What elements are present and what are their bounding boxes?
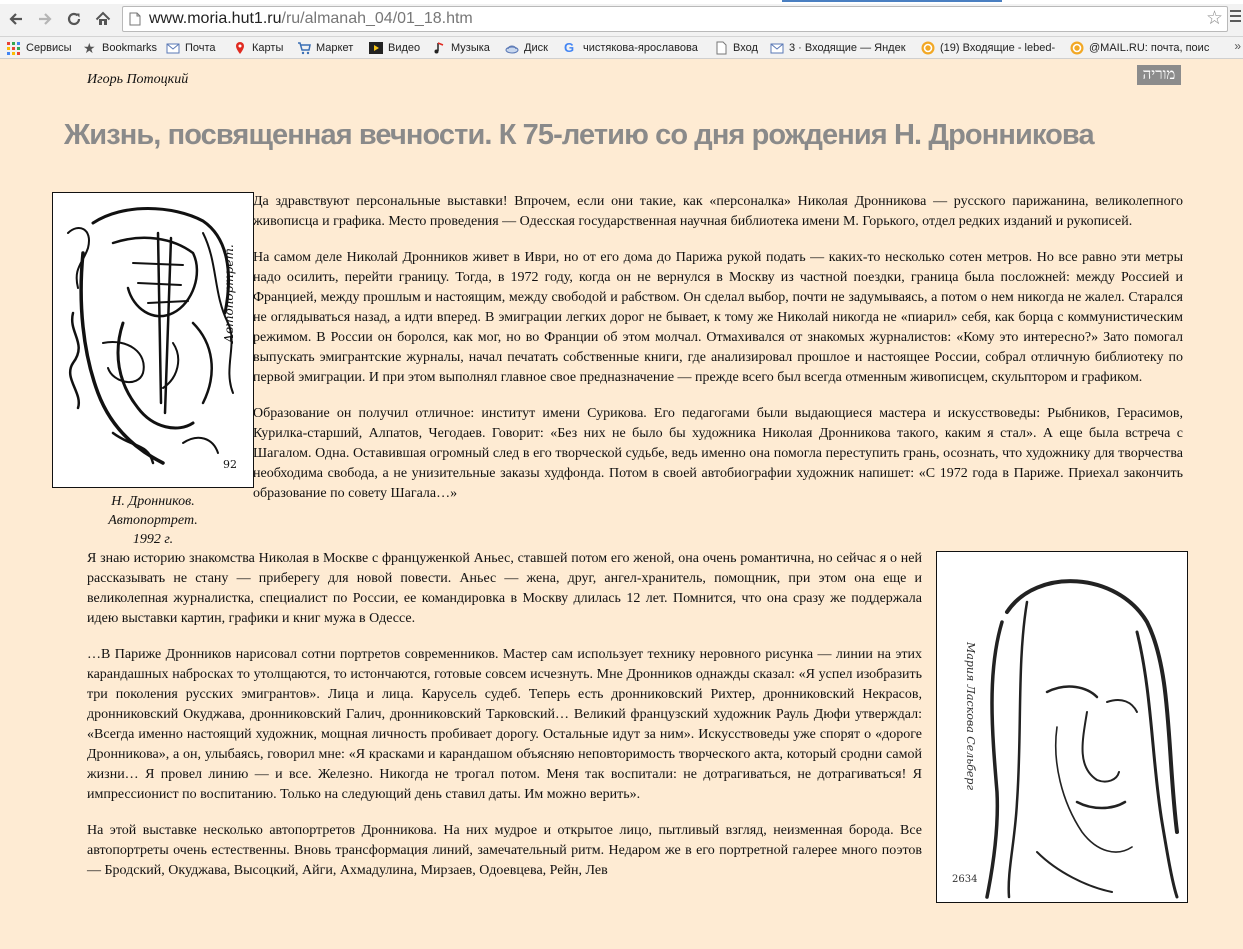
bookmark-item[interactable]: Сервисы: [7, 40, 72, 56]
home-icon: [95, 11, 111, 27]
bookmark-item[interactable]: Видео: [369, 40, 420, 56]
article-paragraph: На самом деле Николай Дронников живет в Иври, но от его дома до Парижа рукой подать — каких-то несколько сотен метров. Но все равно эти метры надо осилить, перейти границу. Тогда, в 1972 году, когда он не вернулся в Москву из частной поездки, граница была посложней: между Россией и Францией, между прошлым и настоящим, между свободой и рабством. Он сделал выбор, почти не задумываясь, а потом о нем никогда не жалел. Старался не оглядываться назад, а идти вперед. В эмиграции легких дорог не бывает, к тому же Николай никогда не «пиарил» себя, как борца с коммунистическим режимом. В России он боролся, как мог, но во Франции об этом молчал. Отмахивался от знакомых журналистов: «Кому это интересно?» Зато помогал выпускать эмигрантские журналы, начал печатать собственные книги, где анализировал прошлое и настоящее России, собрал отличную библиотеку по первой эмиграции. И при этом выполнял главное свое предназначение — прежде всего был всегда отменным живописцем, скульптором и графиком.: [253, 250, 1183, 385]
page-icon: [129, 12, 141, 26]
bookmark-item[interactable]: Диск: [505, 40, 548, 56]
browser-toolbar: [0, 0, 1243, 37]
forward-button[interactable]: [34, 8, 56, 30]
article-title: Жизнь, посвященная вечности. К 75-летию со дня рождения Н. Дронникова: [64, 119, 1094, 151]
cart-icon: [297, 41, 311, 55]
bookmark-item[interactable]: Музыка: [432, 40, 490, 56]
map-pin-icon: [233, 41, 247, 55]
portrait-image: [936, 551, 1188, 903]
article-paragraph: …В Париже Дронников нарисовал сотни портретов современников. Мастер сам использует технику неровного рисунка — линии на этих карандашных набросках то утолщаются, то истончаются, готовые совсем исчезнуть. Мне Дронников однажды сказал: «Я успел изобразить три поколения русских эмигрантов». Лица и лица. Карусель судеб. Теперь есть дронниковский Рихтер, дронниковский Некрасов, дронниковский Окуджава, дронниковский Галич, дронниковский Тарковский… Великий французский художник Рауль Дюфи утверждал: «Всегда именно настоящий художник, мощная личность пробивает дорогу. Остальные идут за ним». Искусствоведы уже спорят о «дороге Дронникова», а он, улыбаясь, говорил мне: «Я красками и карандашом объясняю неповторимость творческого акта, который сродни самой жизни… Я провел линию — и все. Железно. Никогда не трогал потом. Меня так воспитали: не дотрагиваться, не дотрагиваться! Я импрессионист по воспитанию. Только на следующий день ставил даты. Им можно верить».: [87, 647, 922, 802]
home-button[interactable]: [92, 8, 114, 30]
site-logo[interactable]: מוריה: [1137, 65, 1181, 85]
bookmark-item[interactable]: Маркет: [297, 40, 353, 56]
figure-caption: Н. Дронников. Автопортрет. 1992 г.: [108, 494, 198, 547]
at-icon: [921, 41, 935, 55]
apps-grid-icon: [7, 41, 21, 55]
active-tab-indicator: [782, 0, 1002, 2]
bookmark-item[interactable]: @MAIL.RU: почта, поис: [1070, 40, 1209, 56]
browser-menu-button[interactable]: [1230, 10, 1241, 26]
bookmark-item[interactable]: Почта: [166, 40, 216, 56]
reload-icon: [66, 11, 82, 27]
arrow-right-icon: [37, 11, 53, 27]
mail-icon: [166, 41, 180, 55]
bookmark-item[interactable]: 3 · Входящие — Яндек: [770, 40, 906, 56]
tab-strip-edge: [0, 0, 1243, 4]
at-icon: [1070, 41, 1084, 55]
svg-text:2634: 2634: [952, 874, 978, 885]
video-icon: [369, 41, 383, 55]
bookmark-item[interactable]: Карты: [233, 40, 283, 56]
article-author: Игорь Потоцкий: [87, 72, 189, 87]
bookmarks-overflow-button[interactable]: »: [1234, 39, 1241, 53]
page-content: [0, 59, 1243, 949]
svg-text:Автопортрет.: Автопортрет.: [222, 244, 236, 343]
figure-self-portrait: [52, 192, 235, 549]
article-paragraph: Образование он получил отличное: институт имени Сурикова. Его педагогами были выдающиеся мастера и искусствоведы: Рыбников, Герасимов, Курилка-старший, Алпатов, Чегодаев. Говорит: «Без них не было бы художника Николая Дронникова такого, каким я стал». А еще была встреча с Шагалом. Одна. Оставившая огромный след в его творческой судьбе, ведь именно она помогла переступить грань, осознать, что художнику для творчества необходима свобода, а не унизительные заказы худфонда. Потом в своей автобиографии художник напишет: «С 1972 года в Париже. Приехал закончить образование по совету Шагала…»: [253, 406, 1183, 501]
address-bar[interactable]: [122, 6, 1228, 32]
self-portrait-image: [52, 192, 254, 488]
bookmark-item[interactable]: Вход: [714, 40, 758, 56]
bookmark-star-icon[interactable]: ☆: [1205, 8, 1223, 29]
back-button[interactable]: [5, 8, 27, 30]
article-paragraph: Да здравствуют персональные выставки! Впрочем, если они такие, как «персоналка» Николая Дронникова — русского парижанина, великолепного живописца и графика. Место проведения — Одесская государственная научная библиотека имени М. Горького, отдел редких изданий и рукописей.: [253, 194, 1183, 229]
article-paragraph: На этой выставке несколько автопортретов Дронникова. На них мудрое и открытое лицо, пытливый взгляд, неизменная борода. Все автопортреты очень естественны. Вновь трансформация линий, замечательный ритм. Недаром же в его портретной галерее много поэтов — Бродский, Окуджава, Высоцкий, Айги, Ахмадулина, Мирзаев, Одоевцева, Рейн, Лев: [87, 823, 922, 878]
music-icon: [432, 41, 446, 55]
article-paragraph: Я знаю историю знакомства Николая в Москве с француженкой Аньес, ставшей потом его женой, она очень романтична, но сейчас я о ней рассказывать не стану — приберегу для новой повести. Аньес — жена, друг, ангел-хранитель, помощник, при этом она еще и великолепная журналистка, специалист по России, ее командировка в Москву длилась 12 лет. Помнится, что она сразу же поддержала идею выставки картин, графики и книг мужа в Одессе.: [87, 551, 922, 626]
reload-button[interactable]: [63, 8, 85, 30]
google-icon: G: [564, 40, 575, 55]
bookmark-item[interactable]: ★ Bookmarks: [83, 40, 158, 56]
svg-text:Мария Ласкова Сельберг: Мария Ласкова Сельберг: [964, 642, 977, 791]
arrow-left-icon: [8, 11, 24, 27]
bookmark-item[interactable]: (19) Входящие - lebed-: [921, 40, 1055, 56]
disk-icon: [505, 41, 519, 55]
article-body: [87, 192, 1183, 903]
bookmarks-bar: [0, 37, 1243, 59]
star-icon: ★: [83, 40, 96, 56]
svg-text:92: 92: [223, 458, 237, 471]
bookmark-item[interactable]: G чистякова-ярославова: [564, 40, 698, 55]
figure-portrait: [936, 551, 1188, 903]
mail-icon: [770, 41, 784, 55]
page-icon: [714, 41, 728, 55]
address-url: www.moria.hut1.ru/ru/almanah_04/01_18.htm: [149, 10, 473, 27]
